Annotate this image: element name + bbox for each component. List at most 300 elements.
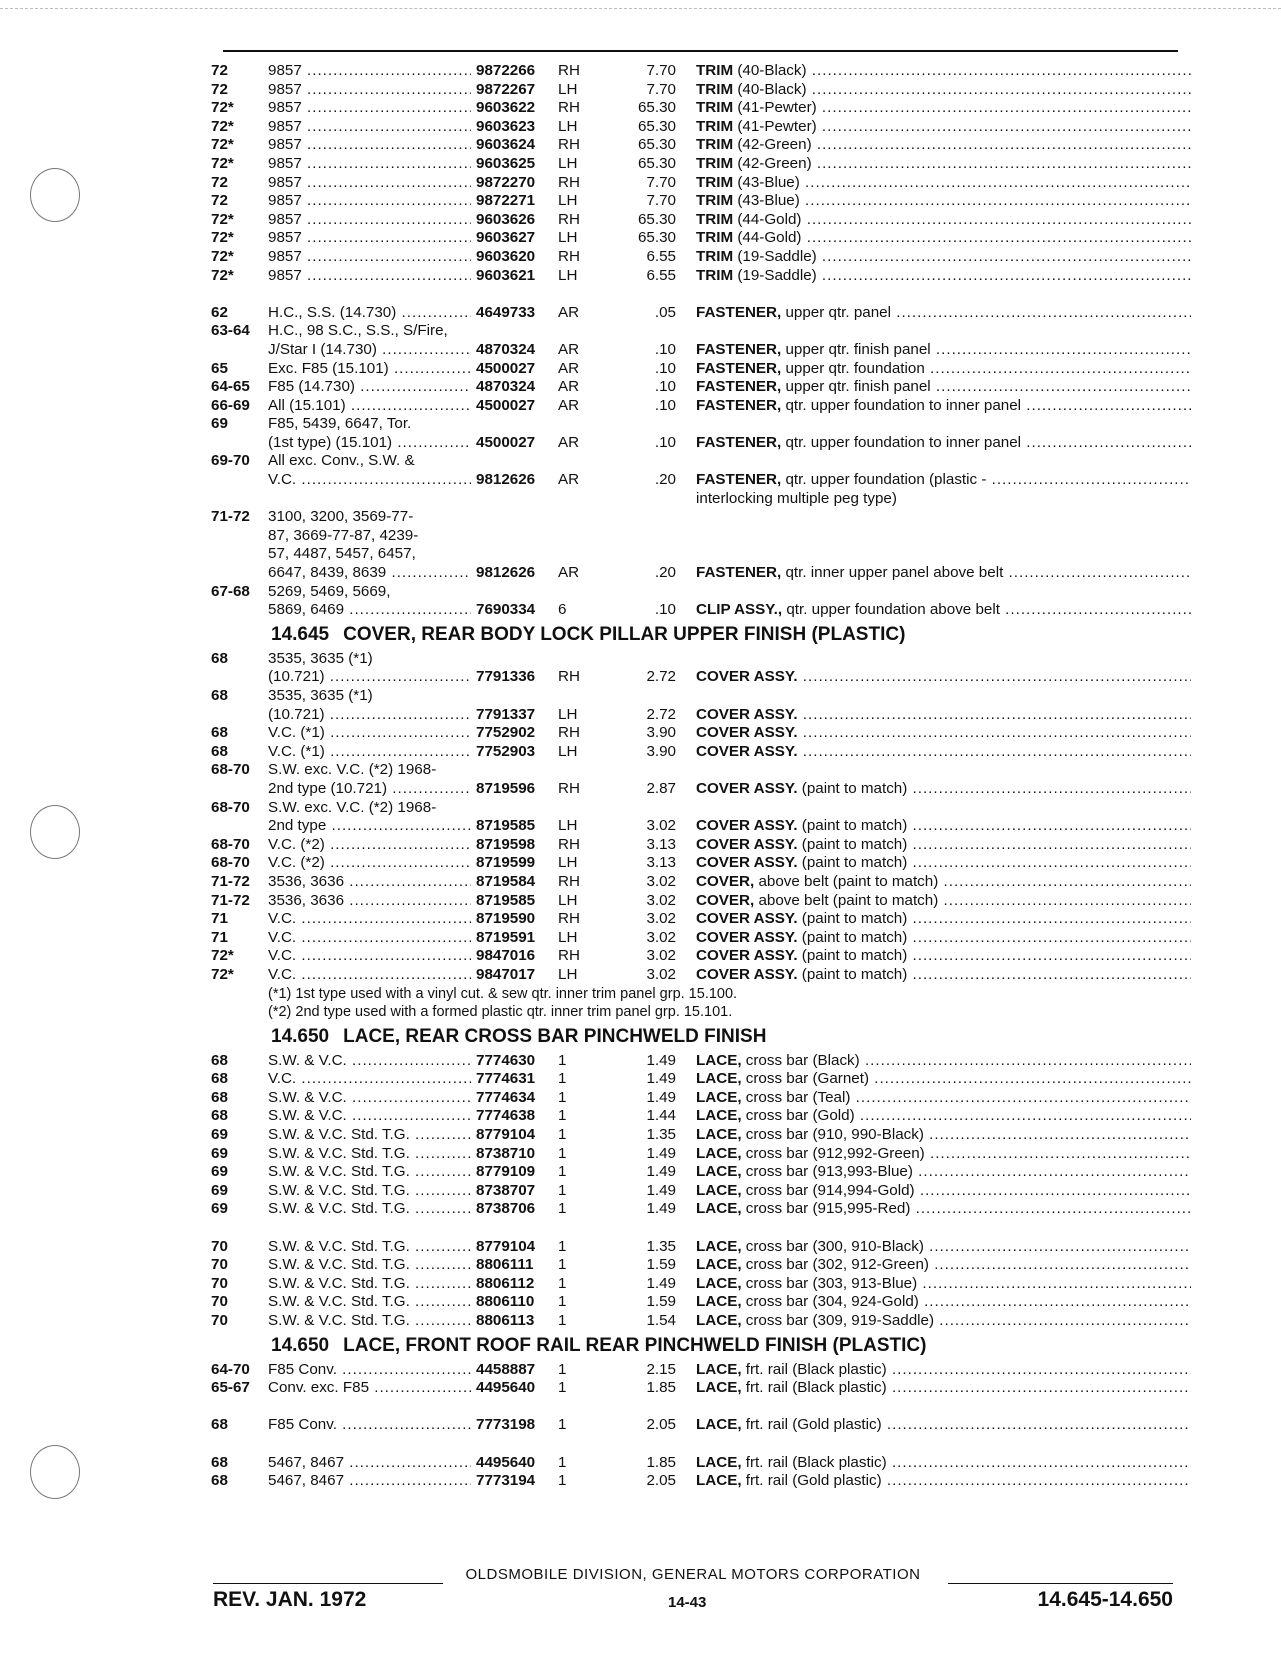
model-cell: 9857 ..... bbox=[268, 248, 471, 267]
table-row bbox=[211, 1275, 1181, 1294]
table-row bbox=[211, 155, 1181, 174]
description-cell: COVER ASSY. (paint to match) ..... bbox=[696, 780, 1191, 799]
model-cell: S.W. & V.C. Std. T.G. ..... bbox=[268, 1163, 471, 1182]
price-cell: 65.30 bbox=[637, 117, 676, 135]
quantity-cell: 1 bbox=[558, 1472, 567, 1490]
section-heading: 14.645 COVER, REAR BODY LOCK PILLAR UPPER FINISH (PLASTIC) bbox=[271, 623, 906, 645]
table-row bbox=[211, 583, 1181, 602]
model-cell: 87, 3669-77-87, 4239- bbox=[268, 526, 419, 544]
trim-group bbox=[211, 62, 1181, 285]
table-row bbox=[211, 508, 1181, 527]
part-number-cell: 9603620 bbox=[476, 247, 536, 265]
table-row bbox=[211, 136, 1181, 155]
year-cell: 68 bbox=[211, 742, 228, 760]
table-row bbox=[211, 706, 1181, 725]
model-cell: Conv. exc. F85 ..... bbox=[268, 1379, 471, 1398]
footer-division bbox=[213, 1566, 1173, 1583]
price-cell: 1.44 bbox=[646, 1107, 676, 1125]
model-cell: V.C. ..... bbox=[268, 471, 471, 490]
table-row bbox=[211, 1126, 1181, 1145]
price-cell: 1.49 bbox=[646, 1200, 676, 1218]
table-row bbox=[211, 601, 1181, 620]
year-cell: 71 bbox=[211, 910, 228, 928]
price-cell: 3.02 bbox=[646, 910, 676, 928]
description-name: LACE, bbox=[696, 1472, 742, 1490]
description-cell: FASTENER, qtr. upper foundation (plastic - ..... bbox=[696, 471, 1191, 490]
part-number-cell: 7752903 bbox=[476, 742, 536, 760]
part-number-cell: 8738710 bbox=[476, 1144, 536, 1162]
price-cell: 1.85 bbox=[646, 1379, 676, 1397]
description-name: TRIM bbox=[696, 192, 734, 210]
description-cell: FASTENER, upper qtr. foundation ..... bbox=[696, 360, 1191, 379]
table-row bbox=[211, 229, 1181, 248]
price-cell: 2.05 bbox=[646, 1472, 676, 1490]
model-cell: All exc. Conv., S.W. & bbox=[268, 452, 415, 470]
description-cell: COVER ASSY. (paint to match) ..... bbox=[696, 929, 1191, 948]
quantity-cell: RH bbox=[558, 947, 580, 965]
table-row bbox=[211, 471, 1181, 490]
part-number-cell: 8719591 bbox=[476, 928, 536, 946]
table-row bbox=[211, 799, 1181, 818]
description-cell bbox=[696, 668, 1191, 687]
model-cell: F85 Conv. ..... bbox=[268, 1416, 471, 1435]
quantity-cell: LH bbox=[558, 117, 578, 135]
part-number-cell: 4458887 bbox=[476, 1360, 536, 1378]
description-name: FASTENER, bbox=[696, 378, 782, 396]
model-cell: H.C., S.S. (14.730) ..... bbox=[268, 304, 471, 323]
footer bbox=[213, 1588, 1173, 1618]
model-cell: 2nd type (10.721) ..... bbox=[268, 780, 471, 799]
model-cell: S.W. & V.C. ..... bbox=[268, 1107, 471, 1126]
year-cell: 72* bbox=[211, 965, 234, 983]
table-row bbox=[211, 211, 1181, 230]
part-number-cell: 9812626 bbox=[476, 564, 536, 582]
description-name: COVER ASSY. bbox=[696, 779, 798, 797]
description-name: LACE, bbox=[696, 1453, 742, 1471]
description-name: LACE, bbox=[696, 1379, 742, 1397]
model-cell: 57, 4487, 5457, 6457, bbox=[268, 545, 416, 563]
table-row bbox=[211, 267, 1181, 286]
description-cell: LACE, cross bar (304, 924-Gold) ..... bbox=[696, 1293, 1191, 1312]
model-cell: 9857 ..... bbox=[268, 174, 471, 193]
quantity-cell: 1 bbox=[558, 1107, 567, 1125]
binder-hole bbox=[30, 168, 80, 222]
quantity-cell: LH bbox=[558, 705, 578, 723]
table-row bbox=[211, 360, 1181, 379]
year-cell: 71 bbox=[211, 928, 228, 946]
table-row bbox=[211, 1145, 1181, 1164]
price-cell: .10 bbox=[654, 433, 676, 451]
year-cell: 72* bbox=[211, 947, 234, 965]
part-number-cell: 8738706 bbox=[476, 1200, 536, 1218]
description-name: LACE, bbox=[696, 1070, 742, 1088]
price-cell: 3.02 bbox=[646, 817, 676, 835]
model-cell: F85, 5439, 6647, Tor. bbox=[268, 415, 412, 433]
table-row bbox=[211, 668, 1181, 687]
description-name: FASTENER, bbox=[696, 303, 782, 321]
year-cell: 63-64 bbox=[211, 322, 250, 340]
model-cell: 9857 ..... bbox=[268, 229, 471, 248]
table-row bbox=[211, 99, 1181, 118]
description-cell: TRIM (40-Black) ..... bbox=[696, 81, 1191, 100]
table-row bbox=[211, 490, 1181, 509]
quantity-cell: RH bbox=[558, 62, 580, 79]
year-cell: 72* bbox=[211, 247, 234, 265]
description-name: LACE, bbox=[696, 1200, 742, 1218]
model-cell: 9857 ..... bbox=[268, 62, 471, 81]
description-cell: LACE, cross bar (Black) ..... bbox=[696, 1052, 1191, 1071]
part-number-cell: 8719590 bbox=[476, 910, 536, 928]
year-cell: 72 bbox=[211, 192, 228, 210]
part-number-cell: 9872270 bbox=[476, 173, 536, 191]
description-name: COVER ASSY. bbox=[696, 668, 798, 686]
price-cell: 1.35 bbox=[646, 1126, 676, 1144]
description-name: COVER ASSY. bbox=[696, 817, 798, 835]
description-name: LACE, bbox=[696, 1163, 742, 1181]
binder-hole bbox=[30, 805, 80, 859]
quantity-cell: RH bbox=[558, 247, 580, 265]
description-name: LACE, bbox=[696, 1051, 742, 1069]
price-cell: 3.02 bbox=[646, 891, 676, 909]
model-cell: V.C. ..... bbox=[268, 929, 471, 948]
model-cell: 5869, 6469 ..... bbox=[268, 601, 471, 620]
description-name: LACE, bbox=[696, 1293, 742, 1311]
quantity-cell: LH bbox=[558, 817, 578, 835]
description-name: FASTENER, bbox=[696, 359, 782, 377]
description-cell: COVER, above belt (paint to match) ..... bbox=[696, 873, 1191, 892]
quantity-cell: AR bbox=[558, 433, 580, 451]
part-number-cell: 7773194 bbox=[476, 1472, 536, 1490]
price-cell: 7.70 bbox=[646, 62, 676, 79]
lace-group-68-69 bbox=[211, 1052, 1181, 1219]
model-cell: V.C. ..... bbox=[268, 966, 471, 985]
scan-edge-line bbox=[0, 8, 1281, 9]
price-cell: .20 bbox=[654, 471, 676, 489]
year-cell: 68 bbox=[211, 1107, 228, 1125]
year-cell: 69 bbox=[211, 1200, 228, 1218]
table-row bbox=[211, 780, 1181, 799]
roof-lace-group bbox=[211, 1361, 1181, 1398]
table-row bbox=[211, 817, 1181, 836]
quantity-cell: RH bbox=[558, 210, 580, 228]
price-cell: 3.02 bbox=[646, 947, 676, 965]
description-cell: TRIM (40-Black) ..... bbox=[696, 62, 1191, 81]
quantity-cell: 1 bbox=[558, 1051, 567, 1069]
section-heading: 14.650 LACE, REAR CROSS BAR PINCHWELD FINISH bbox=[271, 1025, 767, 1047]
quantity-cell: 6 bbox=[558, 601, 567, 619]
quantity-cell: RH bbox=[558, 779, 580, 797]
price-cell: 1.59 bbox=[646, 1256, 676, 1274]
year-cell: 72 bbox=[211, 173, 228, 191]
part-number-cell: 9603625 bbox=[476, 154, 536, 172]
model-cell: H.C., 98 S.C., S.S., S/Fire, bbox=[268, 322, 448, 340]
price-cell: 3.02 bbox=[646, 872, 676, 890]
description-cell: LACE, cross bar (Garnet) ..... bbox=[696, 1070, 1191, 1089]
part-number-cell: 9603627 bbox=[476, 229, 536, 247]
part-number-cell: 8779104 bbox=[476, 1237, 536, 1255]
description-cell: TRIM (43-Blue) ..... bbox=[696, 174, 1191, 193]
part-number-cell: 7774630 bbox=[476, 1051, 536, 1069]
year-cell: 65 bbox=[211, 359, 228, 377]
price-cell: 1.49 bbox=[646, 1051, 676, 1069]
price-cell: 65.30 bbox=[637, 136, 676, 154]
model-cell: V.C. ..... bbox=[268, 910, 471, 929]
footnote: (*2) 2nd type used with a formed plastic qtr. inner trim panel grp. 15.101. bbox=[268, 1004, 733, 1021]
model-cell: 9857 ..... bbox=[268, 118, 471, 137]
model-cell: All (15.101) ..... bbox=[268, 397, 471, 416]
price-cell: 65.30 bbox=[637, 229, 676, 247]
year-cell: 68 bbox=[211, 687, 228, 704]
description-name: FASTENER, bbox=[696, 433, 782, 451]
division-label: OLDSMOBILE DIVISION, GENERAL MOTORS CORPORATION bbox=[465, 1566, 921, 1583]
quantity-cell: RH bbox=[558, 136, 580, 154]
part-number-cell: 9847017 bbox=[476, 965, 536, 983]
quantity-cell: LH bbox=[558, 266, 578, 284]
year-cell: 68 bbox=[211, 1416, 228, 1434]
price-cell: 1.49 bbox=[646, 1070, 676, 1088]
description-name: TRIM bbox=[696, 173, 734, 191]
part-number-cell: 7774631 bbox=[476, 1070, 536, 1088]
table-row bbox=[211, 174, 1181, 193]
description-name: COVER ASSY. bbox=[696, 928, 798, 946]
quantity-cell: AR bbox=[558, 396, 580, 414]
description-name: TRIM bbox=[696, 99, 734, 117]
description-cell: COVER, above belt (paint to match) ..... bbox=[696, 892, 1191, 911]
quantity-cell: 1 bbox=[558, 1379, 567, 1397]
model-cell: 9857 ..... bbox=[268, 192, 471, 211]
quantity-cell: LH bbox=[558, 891, 578, 909]
description-name: TRIM bbox=[696, 62, 734, 79]
price-cell: 65.30 bbox=[637, 210, 676, 228]
price-cell: 1.49 bbox=[646, 1163, 676, 1181]
part-number-cell: 8806110 bbox=[476, 1293, 535, 1311]
quantity-cell: 1 bbox=[558, 1200, 567, 1218]
table-row bbox=[211, 1256, 1181, 1275]
year-cell: 66-69 bbox=[211, 396, 250, 414]
description-cell: LACE, cross bar (300, 910-Black) ..... bbox=[696, 1238, 1191, 1257]
lace-group-70 bbox=[211, 1238, 1181, 1331]
year-cell: 68-70 bbox=[211, 854, 250, 872]
description-cell: interlocking multiple peg type) bbox=[696, 489, 897, 507]
year-cell: 68-70 bbox=[211, 835, 250, 853]
year-cell: 72* bbox=[211, 99, 234, 117]
table-row bbox=[211, 947, 1181, 966]
table-row bbox=[211, 1070, 1181, 1089]
price-cell: 2.72 bbox=[646, 668, 676, 686]
price-cell: .10 bbox=[654, 396, 676, 414]
model-cell: S.W. exc. V.C. (*2) 1968- bbox=[268, 761, 437, 779]
model-cell: 3100, 3200, 3569-77- bbox=[268, 508, 414, 526]
price-cell: .10 bbox=[654, 340, 676, 358]
part-number-cell: 7752902 bbox=[476, 724, 536, 742]
price-cell: 6.55 bbox=[646, 247, 676, 265]
quantity-cell: 1 bbox=[558, 1070, 567, 1088]
part-number-cell: 9872267 bbox=[476, 80, 536, 98]
description-cell: LACE, cross bar (912,992-Green) ..... bbox=[696, 1145, 1191, 1164]
description-name: LACE, bbox=[696, 1237, 742, 1255]
model-cell: V.C. (*2) ..... bbox=[268, 854, 471, 873]
description-name: COVER, bbox=[696, 872, 755, 890]
part-number-cell: 9603623 bbox=[476, 117, 536, 135]
model-cell: 9857 ..... bbox=[268, 81, 471, 100]
description-name: LACE, bbox=[696, 1144, 742, 1162]
table-row bbox=[211, 378, 1181, 397]
description-name: COVER ASSY. bbox=[696, 947, 798, 965]
description-name: LACE, bbox=[696, 1312, 742, 1329]
table-row bbox=[211, 1089, 1181, 1108]
description-name: FASTENER, bbox=[696, 564, 782, 582]
part-number-cell: 8719584 bbox=[476, 872, 536, 890]
quantity-cell: RH bbox=[558, 99, 580, 117]
table-row bbox=[211, 62, 1181, 81]
revision-date: REV. JAN. 1972 bbox=[213, 1588, 367, 1611]
section-heading: 14.650 LACE, FRONT ROOF RAIL REAR PINCHWELD FINISH (PLASTIC) bbox=[271, 1334, 927, 1356]
description-cell: TRIM (42-Green) ..... bbox=[696, 136, 1191, 155]
part-number-cell: 8719596 bbox=[476, 779, 536, 797]
quantity-cell: RH bbox=[558, 668, 580, 686]
quantity-cell: AR bbox=[558, 471, 580, 489]
price-cell: 1.49 bbox=[646, 1088, 676, 1106]
description-name: FASTENER, bbox=[696, 340, 782, 358]
year-cell: 69 bbox=[211, 1163, 228, 1181]
description-name: CLIP ASSY., bbox=[696, 601, 783, 619]
year-cell: 70 bbox=[211, 1256, 228, 1274]
section-range: 14.645-14.650 bbox=[1037, 1588, 1173, 1611]
price-cell: 7.70 bbox=[646, 80, 676, 98]
part-number-cell: 9872271 bbox=[476, 192, 536, 210]
description-name: LACE, bbox=[696, 1274, 742, 1292]
year-cell: 72 bbox=[211, 80, 228, 98]
year-cell: 72* bbox=[211, 154, 234, 172]
description-name: TRIM bbox=[696, 136, 734, 154]
quantity-cell: LH bbox=[558, 742, 578, 760]
table-row bbox=[211, 929, 1181, 948]
quantity-cell: LH bbox=[558, 154, 578, 172]
description-cell: COVER ASSY. (paint to match) ..... bbox=[696, 836, 1191, 855]
year-cell: 68 bbox=[211, 649, 228, 667]
description-cell: FASTENER, qtr. inner upper panel above belt ..... bbox=[696, 564, 1191, 583]
price-cell: 65.30 bbox=[637, 99, 676, 117]
year-cell: 72 bbox=[211, 62, 228, 79]
table-row bbox=[211, 322, 1181, 341]
table-row bbox=[211, 1182, 1181, 1201]
model-cell: 3535, 3635 (*1) bbox=[268, 649, 373, 667]
table-row bbox=[211, 452, 1181, 471]
part-number-cell: 9847016 bbox=[476, 947, 536, 965]
description-cell: TRIM (42-Green) ..... bbox=[696, 155, 1191, 174]
price-cell: 1.49 bbox=[646, 1274, 676, 1292]
price-cell: 1.85 bbox=[646, 1453, 676, 1471]
part-number-cell: 8738707 bbox=[476, 1181, 536, 1199]
table-row bbox=[211, 1472, 1181, 1491]
table-row bbox=[211, 545, 1181, 564]
description-name: LACE, bbox=[696, 1181, 742, 1199]
price-cell: .10 bbox=[654, 359, 676, 377]
quantity-cell: LH bbox=[558, 928, 578, 946]
part-number-cell: 8806111 bbox=[476, 1256, 534, 1274]
model-cell: S.W. & V.C. Std. T.G. ..... bbox=[268, 1126, 471, 1145]
model-cell: S.W. & V.C. Std. T.G. ..... bbox=[268, 1256, 471, 1275]
year-cell: 68 bbox=[211, 1051, 228, 1069]
table-row bbox=[211, 1200, 1181, 1219]
table-row bbox=[211, 564, 1181, 583]
model-cell: 2nd type ..... bbox=[268, 817, 471, 836]
quantity-cell: 1 bbox=[558, 1088, 567, 1106]
year-cell: 71-72 bbox=[211, 891, 250, 909]
table-row bbox=[211, 892, 1181, 911]
description-cell: LACE, frt. rail (Gold plastic) ..... bbox=[696, 1416, 1191, 1435]
year-cell: 72* bbox=[211, 136, 234, 154]
description-cell: CLIP ASSY., qtr. upper foundation above belt ..... bbox=[696, 601, 1191, 620]
year-cell: 72* bbox=[211, 117, 234, 135]
model-cell: 3536, 3636 ..... bbox=[268, 873, 471, 892]
price-cell: 3.02 bbox=[646, 928, 676, 946]
description-cell: TRIM (43-Blue) ..... bbox=[696, 192, 1191, 211]
part-number-cell: 8779104 bbox=[476, 1126, 536, 1144]
description-cell: TRIM (41-Pewter) ..... bbox=[696, 99, 1191, 118]
description-name: COVER ASSY. bbox=[696, 965, 798, 983]
top-rule bbox=[223, 50, 1178, 52]
quantity-cell: RH bbox=[558, 173, 580, 191]
model-cell: (10.721) ..... bbox=[268, 668, 471, 687]
price-cell: 6.55 bbox=[646, 266, 676, 284]
table-row bbox=[211, 687, 1181, 706]
description-cell: TRIM (19-Saddle) ..... bbox=[696, 267, 1191, 286]
year-cell: 68-70 bbox=[211, 761, 250, 779]
year-cell: 69 bbox=[211, 415, 228, 433]
model-cell: J/Star I (14.730) ..... bbox=[268, 341, 471, 360]
year-cell: 70 bbox=[211, 1274, 228, 1292]
part-number-cell: 8719599 bbox=[476, 854, 536, 872]
table-row bbox=[211, 761, 1181, 780]
price-cell: 2.05 bbox=[646, 1416, 676, 1434]
description-cell: TRIM (44-Gold) ..... bbox=[696, 229, 1191, 248]
model-cell: 5467, 8467 ..... bbox=[268, 1472, 471, 1491]
description-cell bbox=[696, 724, 1191, 743]
description-cell: LACE, cross bar (913,993-Blue) ..... bbox=[696, 1163, 1191, 1182]
quantity-cell: RH bbox=[558, 872, 580, 890]
year-cell: 69 bbox=[211, 1181, 228, 1199]
description-cell: LACE, frt. rail (Black plastic) ..... bbox=[696, 1379, 1191, 1398]
table-row bbox=[211, 743, 1181, 762]
year-cell: 72* bbox=[211, 266, 234, 284]
part-number-cell: 9603624 bbox=[476, 136, 536, 154]
part-number-cell: 9812626 bbox=[476, 471, 536, 489]
year-cell: 68 bbox=[211, 1472, 228, 1490]
model-cell: 3536, 3636 ..... bbox=[268, 892, 471, 911]
model-cell: S.W. & V.C. Std. T.G. ..... bbox=[268, 1275, 471, 1294]
quantity-cell: LH bbox=[558, 229, 578, 247]
quantity-cell: AR bbox=[558, 378, 580, 396]
year-cell: 67-68 bbox=[211, 582, 250, 600]
year-cell: 70 bbox=[211, 1312, 228, 1329]
description-cell: COVER ASSY. (paint to match) ..... bbox=[696, 854, 1191, 873]
price-cell: 7.70 bbox=[646, 192, 676, 210]
model-cell: S.W. & V.C. Std. T.G. ..... bbox=[268, 1182, 471, 1201]
quantity-cell: AR bbox=[558, 564, 580, 582]
quantity-cell: 1 bbox=[558, 1126, 567, 1144]
quantity-cell: LH bbox=[558, 965, 578, 983]
table-row bbox=[211, 1052, 1181, 1071]
year-cell: 72* bbox=[211, 210, 234, 228]
description-cell: LACE, cross bar (Teal) ..... bbox=[696, 1089, 1191, 1108]
price-cell: 1.35 bbox=[646, 1237, 676, 1255]
quantity-cell: 1 bbox=[558, 1237, 567, 1255]
roof-lace-group bbox=[211, 1416, 1181, 1435]
part-number-cell: 8779109 bbox=[476, 1163, 536, 1181]
description-name: COVER ASSY. bbox=[696, 910, 798, 928]
description-cell: FASTENER, upper qtr. finish panel ..... bbox=[696, 378, 1191, 397]
